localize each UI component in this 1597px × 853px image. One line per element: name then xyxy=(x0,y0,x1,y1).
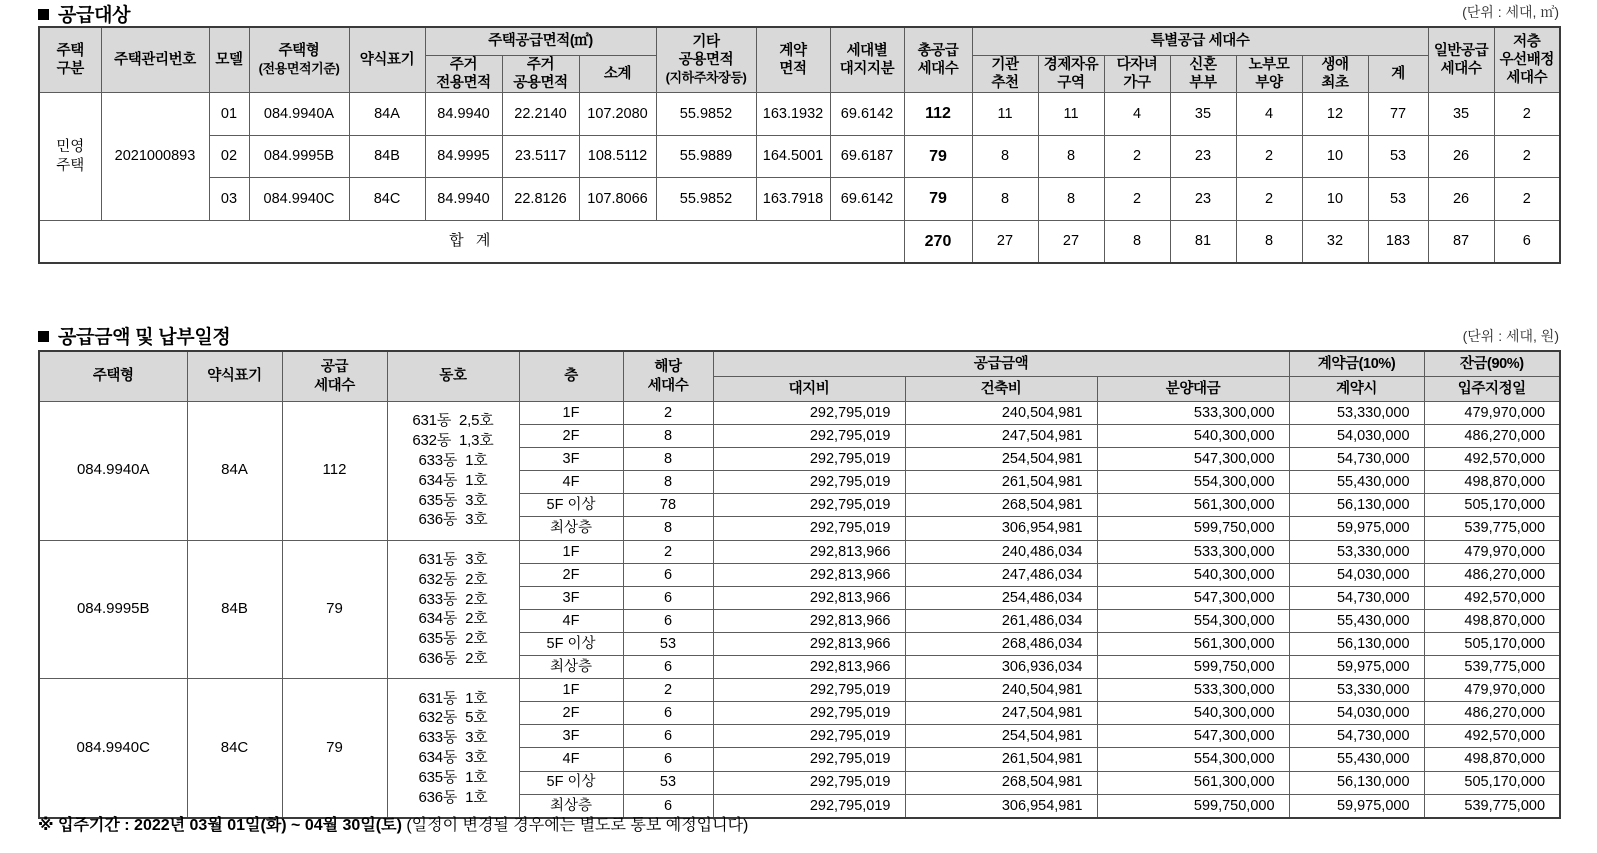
cell-land-cost: 292,813,966 xyxy=(713,563,905,586)
cell-build-cost: 306,954,981 xyxy=(905,794,1097,818)
cell-floor: 5F 이상 xyxy=(519,494,623,517)
col-general-supply: 일반공급 세대수 xyxy=(1428,27,1494,93)
cell-resi-common: 23.5117 xyxy=(502,135,579,178)
cell-deposit: 59,975,000 xyxy=(1289,517,1424,540)
cell-first-time: 10 xyxy=(1302,178,1368,221)
cell-floor: 4F xyxy=(519,609,623,632)
cell-deposit: 53,330,000 xyxy=(1289,540,1424,563)
col-group-deposit: 계약금(10%) xyxy=(1289,351,1424,377)
cell-sale-price: 533,300,000 xyxy=(1097,540,1289,563)
cell-subtotal: 107.2080 xyxy=(579,93,656,136)
cell-subtotal: 107.8066 xyxy=(579,178,656,221)
cell-contract-area: 163.1932 xyxy=(756,93,830,136)
cell-deposit: 56,130,000 xyxy=(1289,771,1424,794)
cell-land-cost: 292,795,019 xyxy=(713,771,905,794)
cell-old-parent: 2 xyxy=(1236,135,1302,178)
cell-balance: 505,170,000 xyxy=(1424,771,1560,794)
cell-floor: 최상층 xyxy=(519,517,623,540)
cell-build-cost: 247,504,981 xyxy=(905,702,1097,725)
col-abbrev: 약식표기 xyxy=(187,351,282,402)
cell-total-units: 112 xyxy=(904,93,972,136)
cell-special-sum: 77 xyxy=(1368,93,1428,136)
cell-contract-area: 164.5001 xyxy=(756,135,830,178)
cell-sum-lowfloor: 6 xyxy=(1494,220,1560,263)
unit-note-supply-target: (단위 : 세대, ㎡) xyxy=(1462,4,1559,20)
cell-sum-label: 합 계 xyxy=(39,220,904,263)
cell-other-common: 55.9852 xyxy=(656,178,756,221)
cell-land-cost: 292,795,019 xyxy=(713,425,905,448)
section-heading-supply-amount xyxy=(38,322,230,349)
cell-newlywed: 35 xyxy=(1170,93,1236,136)
col-multichild-household: 다자녀 가구 xyxy=(1104,56,1170,93)
col-resi-common-area: 주거 공용면적 xyxy=(502,56,579,93)
col-contract-area: 계약 면적 xyxy=(756,27,830,93)
cell-unit-count: 8 xyxy=(623,425,713,448)
cell-sum-free-economic-zone: 27 xyxy=(1038,220,1104,263)
cell-house-type: 084.9940A xyxy=(249,93,349,136)
cell-deposit: 54,730,000 xyxy=(1289,725,1424,748)
col-unit-count: 해당 세대수 xyxy=(623,351,713,402)
cell-build-cost: 240,504,981 xyxy=(905,679,1097,702)
cell-floor: 5F 이상 xyxy=(519,771,623,794)
section-heading-supply-target xyxy=(38,0,130,27)
col-mgmt-number: 주택관리번호 xyxy=(101,27,209,93)
unit-note-supply-amount: (단위 : 세대, 원) xyxy=(1462,328,1559,344)
cell-institution-recommend: 8 xyxy=(972,135,1038,178)
cell-unit-count: 8 xyxy=(623,448,713,471)
cell-model: 02 xyxy=(209,135,249,178)
cell-balance: 505,170,000 xyxy=(1424,494,1560,517)
cell-balance: 479,970,000 xyxy=(1424,402,1560,425)
cell-land-cost: 292,813,966 xyxy=(713,586,905,609)
col-total-units: 총공급 세대수 xyxy=(904,27,972,93)
amount-header-row-1 xyxy=(39,351,1560,377)
cell-unit-count: 6 xyxy=(623,702,713,725)
col-house-type: 주택형 (전용면적기준) xyxy=(249,27,349,93)
cell-unit-count: 6 xyxy=(623,725,713,748)
cell-first-time: 10 xyxy=(1302,135,1368,178)
cell-sum-total-units: 270 xyxy=(904,220,972,263)
cell-general-supply: 35 xyxy=(1428,93,1494,136)
col-group-supply-area: 주택공급면적(㎡) xyxy=(425,27,656,56)
cell-land-cost: 292,795,019 xyxy=(713,748,905,771)
cell-floor: 최상층 xyxy=(519,794,623,818)
cell-sale-price: 599,750,000 xyxy=(1097,656,1289,679)
cell-build-cost: 247,504,981 xyxy=(905,425,1097,448)
cell-unit-count: 6 xyxy=(623,656,713,679)
cell-balance: 492,570,000 xyxy=(1424,586,1560,609)
cell-total-units: 79 xyxy=(904,178,972,221)
cell-floor: 1F xyxy=(519,402,623,425)
cell-build-cost: 268,504,981 xyxy=(905,494,1097,517)
cell-land-cost: 292,795,019 xyxy=(713,448,905,471)
cell-free-economic-zone: 8 xyxy=(1038,178,1104,221)
cell-deposit: 56,130,000 xyxy=(1289,494,1424,517)
cell-institution-recommend: 8 xyxy=(972,178,1038,221)
cell-build-cost: 240,504,981 xyxy=(905,402,1097,425)
cell-build-cost: 261,486,034 xyxy=(905,609,1097,632)
cell-unit-count: 6 xyxy=(623,748,713,771)
cell-unit-count: 6 xyxy=(623,794,713,818)
cell-floor: 5F 이상 xyxy=(519,632,623,655)
cell-unit-count: 6 xyxy=(623,563,713,586)
cell-sale-price: 561,300,000 xyxy=(1097,494,1289,517)
table-row xyxy=(39,178,1560,221)
footnote-normal-text: (일정이 변경될 경우에는 별도로 통보 예정입니다) xyxy=(401,817,749,834)
cell-deposit: 53,330,000 xyxy=(1289,679,1424,702)
cell-sale-price: 533,300,000 xyxy=(1097,402,1289,425)
footnote-move-in-period xyxy=(38,812,748,835)
cell-unit-count: 8 xyxy=(623,471,713,494)
col-group-supply-amount: 공급금액 xyxy=(713,351,1289,377)
table-row xyxy=(39,679,1560,702)
cell-sale-price: 540,300,000 xyxy=(1097,563,1289,586)
col-newlywed-couple: 신혼 부부 xyxy=(1170,56,1236,93)
table-sum-row xyxy=(39,220,1560,263)
cell-sum-general-supply: 87 xyxy=(1428,220,1494,263)
cell-old-parent: 4 xyxy=(1236,93,1302,136)
cell-other-common: 55.9852 xyxy=(656,93,756,136)
cell-mgmt-number: 2021000893 xyxy=(101,93,209,221)
cell-house-type: 084.9995B xyxy=(249,135,349,178)
table-row xyxy=(39,402,1560,425)
cell-unit-count: 53 xyxy=(623,632,713,655)
cell-build-cost: 306,936,034 xyxy=(905,656,1097,679)
cell-newlywed: 23 xyxy=(1170,135,1236,178)
col-other-common-area: 기타 공용면적 (지하주차장등) xyxy=(656,27,756,93)
col-build-cost: 건축비 xyxy=(905,377,1097,402)
cell-unit-count: 2 xyxy=(623,402,713,425)
cell-deposit: 55,430,000 xyxy=(1289,609,1424,632)
cell-balance: 539,775,000 xyxy=(1424,794,1560,818)
col-dongho: 동호 xyxy=(387,351,519,402)
cell-free-economic-zone: 8 xyxy=(1038,135,1104,178)
cell-deposit: 59,975,000 xyxy=(1289,656,1424,679)
cell-floor: 4F xyxy=(519,748,623,771)
cell-special-sum: 53 xyxy=(1368,178,1428,221)
cell-unit-count: 2 xyxy=(623,540,713,563)
cell-sale-price: 599,750,000 xyxy=(1097,794,1289,818)
col-lowfloor-priority: 저층 우선배정 세대수 xyxy=(1494,27,1560,93)
cell-land-cost: 292,795,019 xyxy=(713,517,905,540)
cell-balance: 479,970,000 xyxy=(1424,540,1560,563)
cell-deposit: 54,030,000 xyxy=(1289,425,1424,448)
cell-build-cost: 254,504,981 xyxy=(905,448,1097,471)
cell-sum-institution-recommend: 27 xyxy=(972,220,1038,263)
supply-target-table xyxy=(38,26,1561,264)
table-row xyxy=(39,540,1560,563)
cell-balance: 492,570,000 xyxy=(1424,725,1560,748)
cell-floor: 3F xyxy=(519,448,623,471)
cell-supply-units: 79 xyxy=(282,540,387,679)
col-free-economic-zone: 경제자유 구역 xyxy=(1038,56,1104,93)
col-group-balance: 잔금(90%) xyxy=(1424,351,1560,377)
col-land-share: 세대별 대지지분 xyxy=(830,27,904,93)
col-sale-price: 분양대금 xyxy=(1097,377,1289,402)
col-house-division: 주택 구분 xyxy=(39,27,101,93)
col-abbrev: 약식표기 xyxy=(349,27,425,93)
cell-model: 03 xyxy=(209,178,249,221)
cell-supply-units: 112 xyxy=(282,402,387,541)
cell-floor: 1F xyxy=(519,679,623,702)
cell-balance: 479,970,000 xyxy=(1424,679,1560,702)
cell-resi-exclusive: 84.9940 xyxy=(425,93,502,136)
cell-balance: 539,775,000 xyxy=(1424,656,1560,679)
cell-deposit: 55,430,000 xyxy=(1289,471,1424,494)
cell-balance: 498,870,000 xyxy=(1424,748,1560,771)
cell-balance: 486,270,000 xyxy=(1424,425,1560,448)
col-floor: 층 xyxy=(519,351,623,402)
cell-deposit: 54,730,000 xyxy=(1289,586,1424,609)
cell-floor: 최상층 xyxy=(519,656,623,679)
cell-balance: 498,870,000 xyxy=(1424,609,1560,632)
cell-dongho: 631동 2,5호 632동 1,3호 633동 1호 634동 1호 635동 3호 636동 3호 xyxy=(387,402,519,541)
cell-land-cost: 292,795,019 xyxy=(713,402,905,425)
cell-sale-price: 554,300,000 xyxy=(1097,748,1289,771)
cell-floor: 3F xyxy=(519,586,623,609)
cell-sale-price: 533,300,000 xyxy=(1097,679,1289,702)
cell-special-sum: 53 xyxy=(1368,135,1428,178)
cell-lowfloor: 2 xyxy=(1494,178,1560,221)
cell-abbrev: 84A xyxy=(349,93,425,136)
cell-sum-first-time: 32 xyxy=(1302,220,1368,263)
cell-general-supply: 26 xyxy=(1428,135,1494,178)
cell-floor: 2F xyxy=(519,563,623,586)
cell-sale-price: 561,300,000 xyxy=(1097,771,1289,794)
cell-sale-price: 547,300,000 xyxy=(1097,725,1289,748)
cell-sum-old-parent: 8 xyxy=(1236,220,1302,263)
cell-build-cost: 306,954,981 xyxy=(905,517,1097,540)
cell-build-cost: 268,486,034 xyxy=(905,632,1097,655)
cell-sale-price: 554,300,000 xyxy=(1097,609,1289,632)
cell-floor: 2F xyxy=(519,425,623,448)
cell-unit-count: 8 xyxy=(623,517,713,540)
table-header-row-1 xyxy=(39,27,1560,56)
cell-deposit: 54,730,000 xyxy=(1289,448,1424,471)
cell-resi-common: 22.2140 xyxy=(502,93,579,136)
cell-first-time: 12 xyxy=(1302,93,1368,136)
cell-unit-count: 6 xyxy=(623,586,713,609)
cell-build-cost: 261,504,981 xyxy=(905,748,1097,771)
cell-deposit: 54,030,000 xyxy=(1289,563,1424,586)
cell-sale-price: 547,300,000 xyxy=(1097,448,1289,471)
cell-model: 01 xyxy=(209,93,249,136)
col-deposit-when: 계약시 xyxy=(1289,377,1424,402)
supply-amount-table xyxy=(38,350,1561,819)
supply-target-body xyxy=(39,93,1560,264)
cell-land-share: 69.6187 xyxy=(830,135,904,178)
cell-land-cost: 292,795,019 xyxy=(713,702,905,725)
cell-deposit: 55,430,000 xyxy=(1289,748,1424,771)
cell-supply-units: 79 xyxy=(282,679,387,818)
cell-deposit: 54,030,000 xyxy=(1289,702,1424,725)
cell-build-cost: 268,504,981 xyxy=(905,771,1097,794)
col-house-type: 주택형 xyxy=(39,351,187,402)
cell-general-supply: 26 xyxy=(1428,178,1494,221)
cell-sale-price: 561,300,000 xyxy=(1097,632,1289,655)
cell-other-common: 55.9889 xyxy=(656,135,756,178)
cell-land-cost: 292,813,966 xyxy=(713,540,905,563)
cell-old-parent: 2 xyxy=(1236,178,1302,221)
col-land-cost: 대지비 xyxy=(713,377,905,402)
cell-balance: 539,775,000 xyxy=(1424,517,1560,540)
cell-house-type: 084.9940A xyxy=(39,402,187,541)
cell-subtotal: 108.5112 xyxy=(579,135,656,178)
col-balance-when: 입주지정일 xyxy=(1424,377,1560,402)
cell-land-cost: 292,795,019 xyxy=(713,794,905,818)
cell-sale-price: 547,300,000 xyxy=(1097,586,1289,609)
cell-sum-multichild: 8 xyxy=(1104,220,1170,263)
cell-free-economic-zone: 11 xyxy=(1038,93,1104,136)
cell-land-cost: 292,813,966 xyxy=(713,609,905,632)
cell-build-cost: 254,504,981 xyxy=(905,725,1097,748)
cell-land-cost: 292,813,966 xyxy=(713,656,905,679)
cell-lowfloor: 2 xyxy=(1494,135,1560,178)
cell-abbrev: 84C xyxy=(187,679,282,818)
cell-deposit: 56,130,000 xyxy=(1289,632,1424,655)
square-bullet-icon xyxy=(38,9,49,20)
cell-unit-count: 53 xyxy=(623,771,713,794)
cell-build-cost: 247,486,034 xyxy=(905,563,1097,586)
cell-house-type: 084.9995B xyxy=(39,540,187,679)
cell-unit-count: 2 xyxy=(623,679,713,702)
supply-amount-body xyxy=(39,402,1560,818)
cell-multichild: 4 xyxy=(1104,93,1170,136)
cell-total-units: 79 xyxy=(904,135,972,178)
cell-unit-count: 6 xyxy=(623,609,713,632)
col-resi-exclusive-area: 주거 전용면적 xyxy=(425,56,502,93)
cell-lowfloor: 2 xyxy=(1494,93,1560,136)
cell-sum-special-sum: 183 xyxy=(1368,220,1428,263)
cell-abbrev: 84A xyxy=(187,402,282,541)
cell-multichild: 2 xyxy=(1104,135,1170,178)
square-bullet-icon xyxy=(38,331,49,342)
col-institution-recommend: 기관 추천 xyxy=(972,56,1038,93)
col-special-sum: 계 xyxy=(1368,56,1428,93)
cell-house-type: 084.9940C xyxy=(39,679,187,818)
table-row xyxy=(39,93,1560,136)
cell-resi-exclusive: 84.9995 xyxy=(425,135,502,178)
cell-dongho: 631동 3호 632동 2호 633동 2호 634동 2호 635동 2호 636동 2호 xyxy=(387,540,519,679)
cell-resi-common: 22.8126 xyxy=(502,178,579,221)
cell-deposit: 53,330,000 xyxy=(1289,402,1424,425)
cell-abbrev: 84B xyxy=(187,540,282,679)
section-heading-supply-target-label: 공급대상 xyxy=(58,5,131,26)
cell-multichild: 2 xyxy=(1104,178,1170,221)
col-first-time-buyer: 생애 최초 xyxy=(1302,56,1368,93)
cell-contract-area: 163.7918 xyxy=(756,178,830,221)
cell-balance: 486,270,000 xyxy=(1424,702,1560,725)
cell-unit-count: 78 xyxy=(623,494,713,517)
col-old-parent-support: 노부모 부양 xyxy=(1236,56,1302,93)
cell-sale-price: 540,300,000 xyxy=(1097,702,1289,725)
cell-land-cost: 292,795,019 xyxy=(713,494,905,517)
cell-balance: 486,270,000 xyxy=(1424,563,1560,586)
cell-abbrev: 84C xyxy=(349,178,425,221)
cell-build-cost: 240,486,034 xyxy=(905,540,1097,563)
section-heading-supply-amount-label: 공급금액 및 납부일정 xyxy=(58,327,231,348)
col-area-subtotal: 소계 xyxy=(579,56,656,93)
cell-build-cost: 254,486,034 xyxy=(905,586,1097,609)
cell-sum-newlywed: 81 xyxy=(1170,220,1236,263)
cell-land-cost: 292,795,019 xyxy=(713,471,905,494)
cell-sale-price: 599,750,000 xyxy=(1097,517,1289,540)
cell-balance: 498,870,000 xyxy=(1424,471,1560,494)
footnote-strong-text: ※ 입주기간 : 2022년 03월 01일(화) ~ 04월 30일(토) xyxy=(38,817,402,834)
cell-sale-price: 540,300,000 xyxy=(1097,425,1289,448)
cell-floor: 1F xyxy=(519,540,623,563)
cell-house-division: 민영 주택 xyxy=(39,93,101,221)
cell-floor: 2F xyxy=(519,702,623,725)
col-supply-units: 공급 세대수 xyxy=(282,351,387,402)
cell-build-cost: 261,504,981 xyxy=(905,471,1097,494)
cell-deposit: 59,975,000 xyxy=(1289,794,1424,818)
cell-land-cost: 292,813,966 xyxy=(713,632,905,655)
cell-balance: 505,170,000 xyxy=(1424,632,1560,655)
cell-floor: 4F xyxy=(519,471,623,494)
cell-resi-exclusive: 84.9940 xyxy=(425,178,502,221)
cell-house-type: 084.9940C xyxy=(249,178,349,221)
cell-land-share: 69.6142 xyxy=(830,93,904,136)
cell-balance: 492,570,000 xyxy=(1424,448,1560,471)
cell-newlywed: 23 xyxy=(1170,178,1236,221)
col-model: 모델 xyxy=(209,27,249,93)
cell-land-cost: 292,795,019 xyxy=(713,679,905,702)
cell-sale-price: 554,300,000 xyxy=(1097,471,1289,494)
cell-land-share: 69.6142 xyxy=(830,178,904,221)
col-group-special-supply: 특별공급 세대수 xyxy=(972,27,1428,56)
cell-abbrev: 84B xyxy=(349,135,425,178)
table-row xyxy=(39,135,1560,178)
cell-floor: 3F xyxy=(519,725,623,748)
cell-dongho: 631동 1호 632동 5호 633동 3호 634동 3호 635동 1호 636동 1호 xyxy=(387,679,519,818)
cell-institution-recommend: 11 xyxy=(972,93,1038,136)
cell-land-cost: 292,795,019 xyxy=(713,725,905,748)
